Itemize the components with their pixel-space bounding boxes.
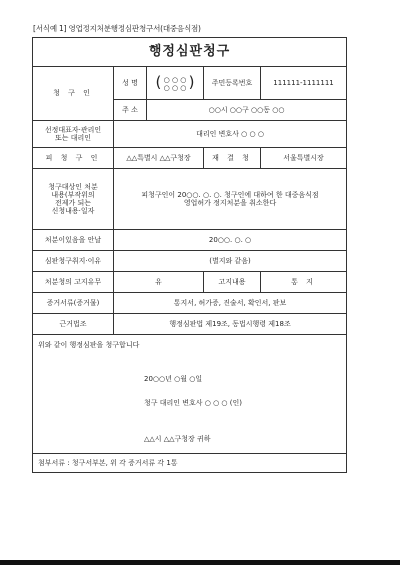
disposition-row: [33, 169, 347, 230]
notice-label: 처분청의 고지유무: [33, 272, 114, 293]
disposition-label-line1: 청구대상인 처분: [48, 182, 98, 191]
representative-label-line2: 또는 대리인: [54, 134, 92, 142]
address-value: ○○시 ○○구 ○○동 ○○: [147, 100, 347, 121]
name-value-stack: [164, 77, 187, 92]
representative-row: [33, 121, 347, 148]
statement-intro: 위와 같이 행정심판을 청구합니다: [38, 341, 140, 349]
name-value-top: ○ ○ ○: [163, 76, 187, 85]
notice-content-label: 고지내용: [204, 272, 261, 293]
legal-basis-value: 행정심판법 제19조, 동법시행령 제18조: [114, 314, 347, 335]
notice-row: [33, 272, 347, 293]
claimant-name-row: [33, 67, 347, 100]
name-value: [147, 67, 204, 100]
paren-open: (: [155, 72, 162, 91]
decision-agency-value: 서울특별시장: [261, 148, 347, 169]
legal-basis-label: 근거법조: [33, 314, 114, 335]
known-date-row: [33, 230, 347, 251]
claimant-label: 청 구 인: [33, 67, 114, 121]
disposition-value-line2: 영업허가 정지처분을 취소한다: [183, 199, 277, 207]
disposition-label: [33, 169, 114, 230]
respondent-label: 피 청 구 인: [33, 148, 114, 169]
id-number-value: 111111-1111111: [261, 67, 347, 100]
disposition-label-line3: 전제가 되는: [54, 199, 92, 207]
disposition-value-line1: 피청구인이 20○○. ○. ○. 청구인에 대하여 한 대중음식점: [141, 190, 319, 199]
purpose-label: 심판청구취지·이유: [33, 251, 114, 272]
respondent-row: [33, 148, 347, 169]
id-number-label: 주민등록번호: [204, 67, 261, 100]
decision-agency-label: 재 결 청: [204, 148, 261, 169]
disposition-label-line2: 내용(부작위의: [51, 190, 95, 199]
statement-row: [33, 335, 347, 454]
notice-content-value: 통 지: [261, 272, 347, 293]
address-label: 주 소: [114, 100, 147, 121]
name-value-bottom: ○ ○ ○: [163, 83, 187, 92]
evidence-row: [33, 293, 347, 314]
known-date-value: 20○○. ○. ○: [114, 230, 347, 251]
purpose-value: (별지와 같음): [114, 251, 347, 272]
statement-signer: 청구 대리인 변호사 ○ ○ ○ (인): [144, 399, 242, 407]
representative-value: 대리인 변호사 ○ ○ ○: [114, 121, 347, 148]
disposition-value: [114, 169, 347, 230]
legal-basis-row: [33, 314, 347, 335]
purpose-row: [33, 251, 347, 272]
title-row: [33, 38, 347, 67]
representative-label-line1: 선정대표자·관리인: [44, 125, 102, 134]
paren-close: ): [188, 72, 195, 91]
name-label: 성 명: [114, 67, 147, 100]
statement-date: 20○○년 ○월 ○일: [144, 375, 203, 383]
respondent-value: △△특별시 △△구청장: [114, 148, 204, 169]
notice-value: 유: [114, 272, 204, 293]
disposition-label-line4: 신청내용·일자: [51, 207, 95, 216]
evidence-value: 통지서, 허가증, 진술서, 확인서, 판보: [114, 293, 347, 314]
form-title: 행정심판청구: [33, 38, 347, 67]
attachments-row: [33, 454, 347, 473]
form-caption: [서식예 1] 영업정지처분행정심판청구서(대중음식점): [33, 24, 201, 33]
evidence-label: 증거서류(증거물): [33, 293, 114, 314]
attachments-text: 첨부서류 : 청구서부본, 위 각 증거서류 각 1통: [33, 454, 347, 473]
statement-addressee: △△시 △△구청장 귀하: [144, 435, 211, 443]
known-date-label: 처분이있음을 안날: [33, 230, 114, 251]
statement-cell: [33, 335, 347, 454]
bottom-rule: [0, 560, 400, 565]
petition-form-table: [32, 37, 347, 473]
representative-label: [33, 121, 114, 148]
